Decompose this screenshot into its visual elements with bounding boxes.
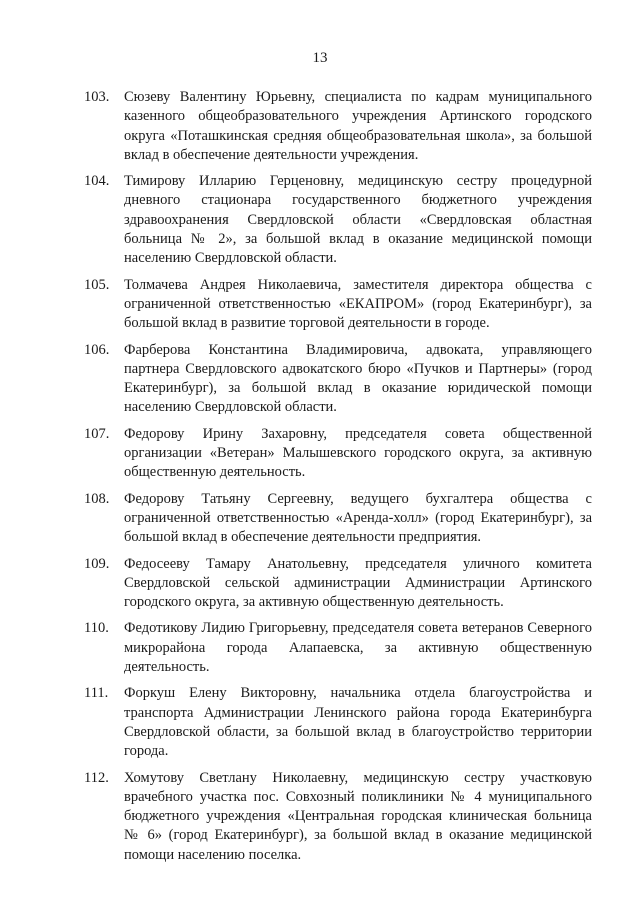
item-text: Федосееву Тамару Анатольевну, председателя уличного комитета Свердловской сельской администрации Администрации Артинского городского округа, за активную общественную деятельность. <box>124 555 592 611</box>
item-number: 108. <box>84 490 110 507</box>
list-item <box>84 619 592 677</box>
item-text: Федотикову Лидию Григорьевну, председателя совета ветеранов Северного микрорайона города Алапаевска, за активную общественную деятельность. <box>124 620 592 676</box>
item-text: Толмачева Андрея Николаевича, заместителя директора общества с ограниченной ответственностью «ЕКАПРОМ» (город Екатеринбург), за большой вклад в развитие торговой деятельности в городе. <box>124 276 592 332</box>
item-number: 110. <box>84 620 109 637</box>
list-item <box>84 769 592 865</box>
list-item <box>84 276 592 334</box>
item-number: 104. <box>84 173 110 190</box>
list-item <box>84 172 592 268</box>
list-item <box>84 684 592 761</box>
item-text: Тимирову Илларию Герценовну, медицинскую сестру процедурной дневного стационара государственного бюджетного учреждения здравоохранения Свердловской области «Свердловская областная больница № 2», за большой вклад в оказание медицинской помощи населению Свердловской области. <box>124 173 592 267</box>
list-item <box>84 555 592 613</box>
item-number: 106. <box>84 341 110 358</box>
item-text: Форкуш Елену Викторовну, начальника отдела благоустройства и транспорта Администрации Ленинского района города Екатеринбурга Свердловской области, за большой вклад в благоустройство территории города. <box>124 685 592 760</box>
item-number: 109. <box>84 555 110 572</box>
list-item <box>84 490 592 548</box>
list-item <box>84 88 592 165</box>
item-text: Фарберова Константина Владимировича, адвоката, управляющего партнера Свердловского адвокатского бюро «Пучков и Партнеры» (город Екатеринбург), за большой вклад в оказание юридической помощи населению Свердловской области. <box>124 341 592 416</box>
item-text: Федорову Татьяну Сергеевну, ведущего бухгалтера общества с ограниченной ответственностью «Аренда-холл» (город Екатеринбург), за большой вклад в обеспечение деятельности предприятия. <box>124 490 592 546</box>
item-number: 112. <box>84 769 109 786</box>
item-number: 111. <box>84 685 109 702</box>
item-number: 105. <box>84 276 110 293</box>
item-text: Федорову Ирину Захаровну, председателя совета общественной организации «Ветеран» Малышевского городского округа, за активную общественную деятельность. <box>124 425 592 481</box>
item-number: 103. <box>84 89 110 105</box>
item-text: Сюзеву Валентину Юрьевну, специалиста по кадрам муниципального казенного общеобразовательного учреждения Артинского городского округа «Поташкинская средняя общеобразовательная школа», за большой вклад в обеспечение деятельности учреждения. <box>124 89 592 163</box>
item-number: 107. <box>84 425 110 442</box>
item-text: Хомутову Светлану Николаевну, медицинскую сестру участковую врачебного участка пос. Совхозный поликлиники № 4 муниципального бюджетного учреждения «Центральная городская клиническая больница № 6» (город Екатеринбург), за большой вклад в оказание медицинской помощи населению поселка. <box>124 769 592 863</box>
page-number: 13 <box>312 50 328 66</box>
award-list <box>84 88 592 872</box>
list-item <box>84 425 592 483</box>
list-item <box>84 341 592 418</box>
